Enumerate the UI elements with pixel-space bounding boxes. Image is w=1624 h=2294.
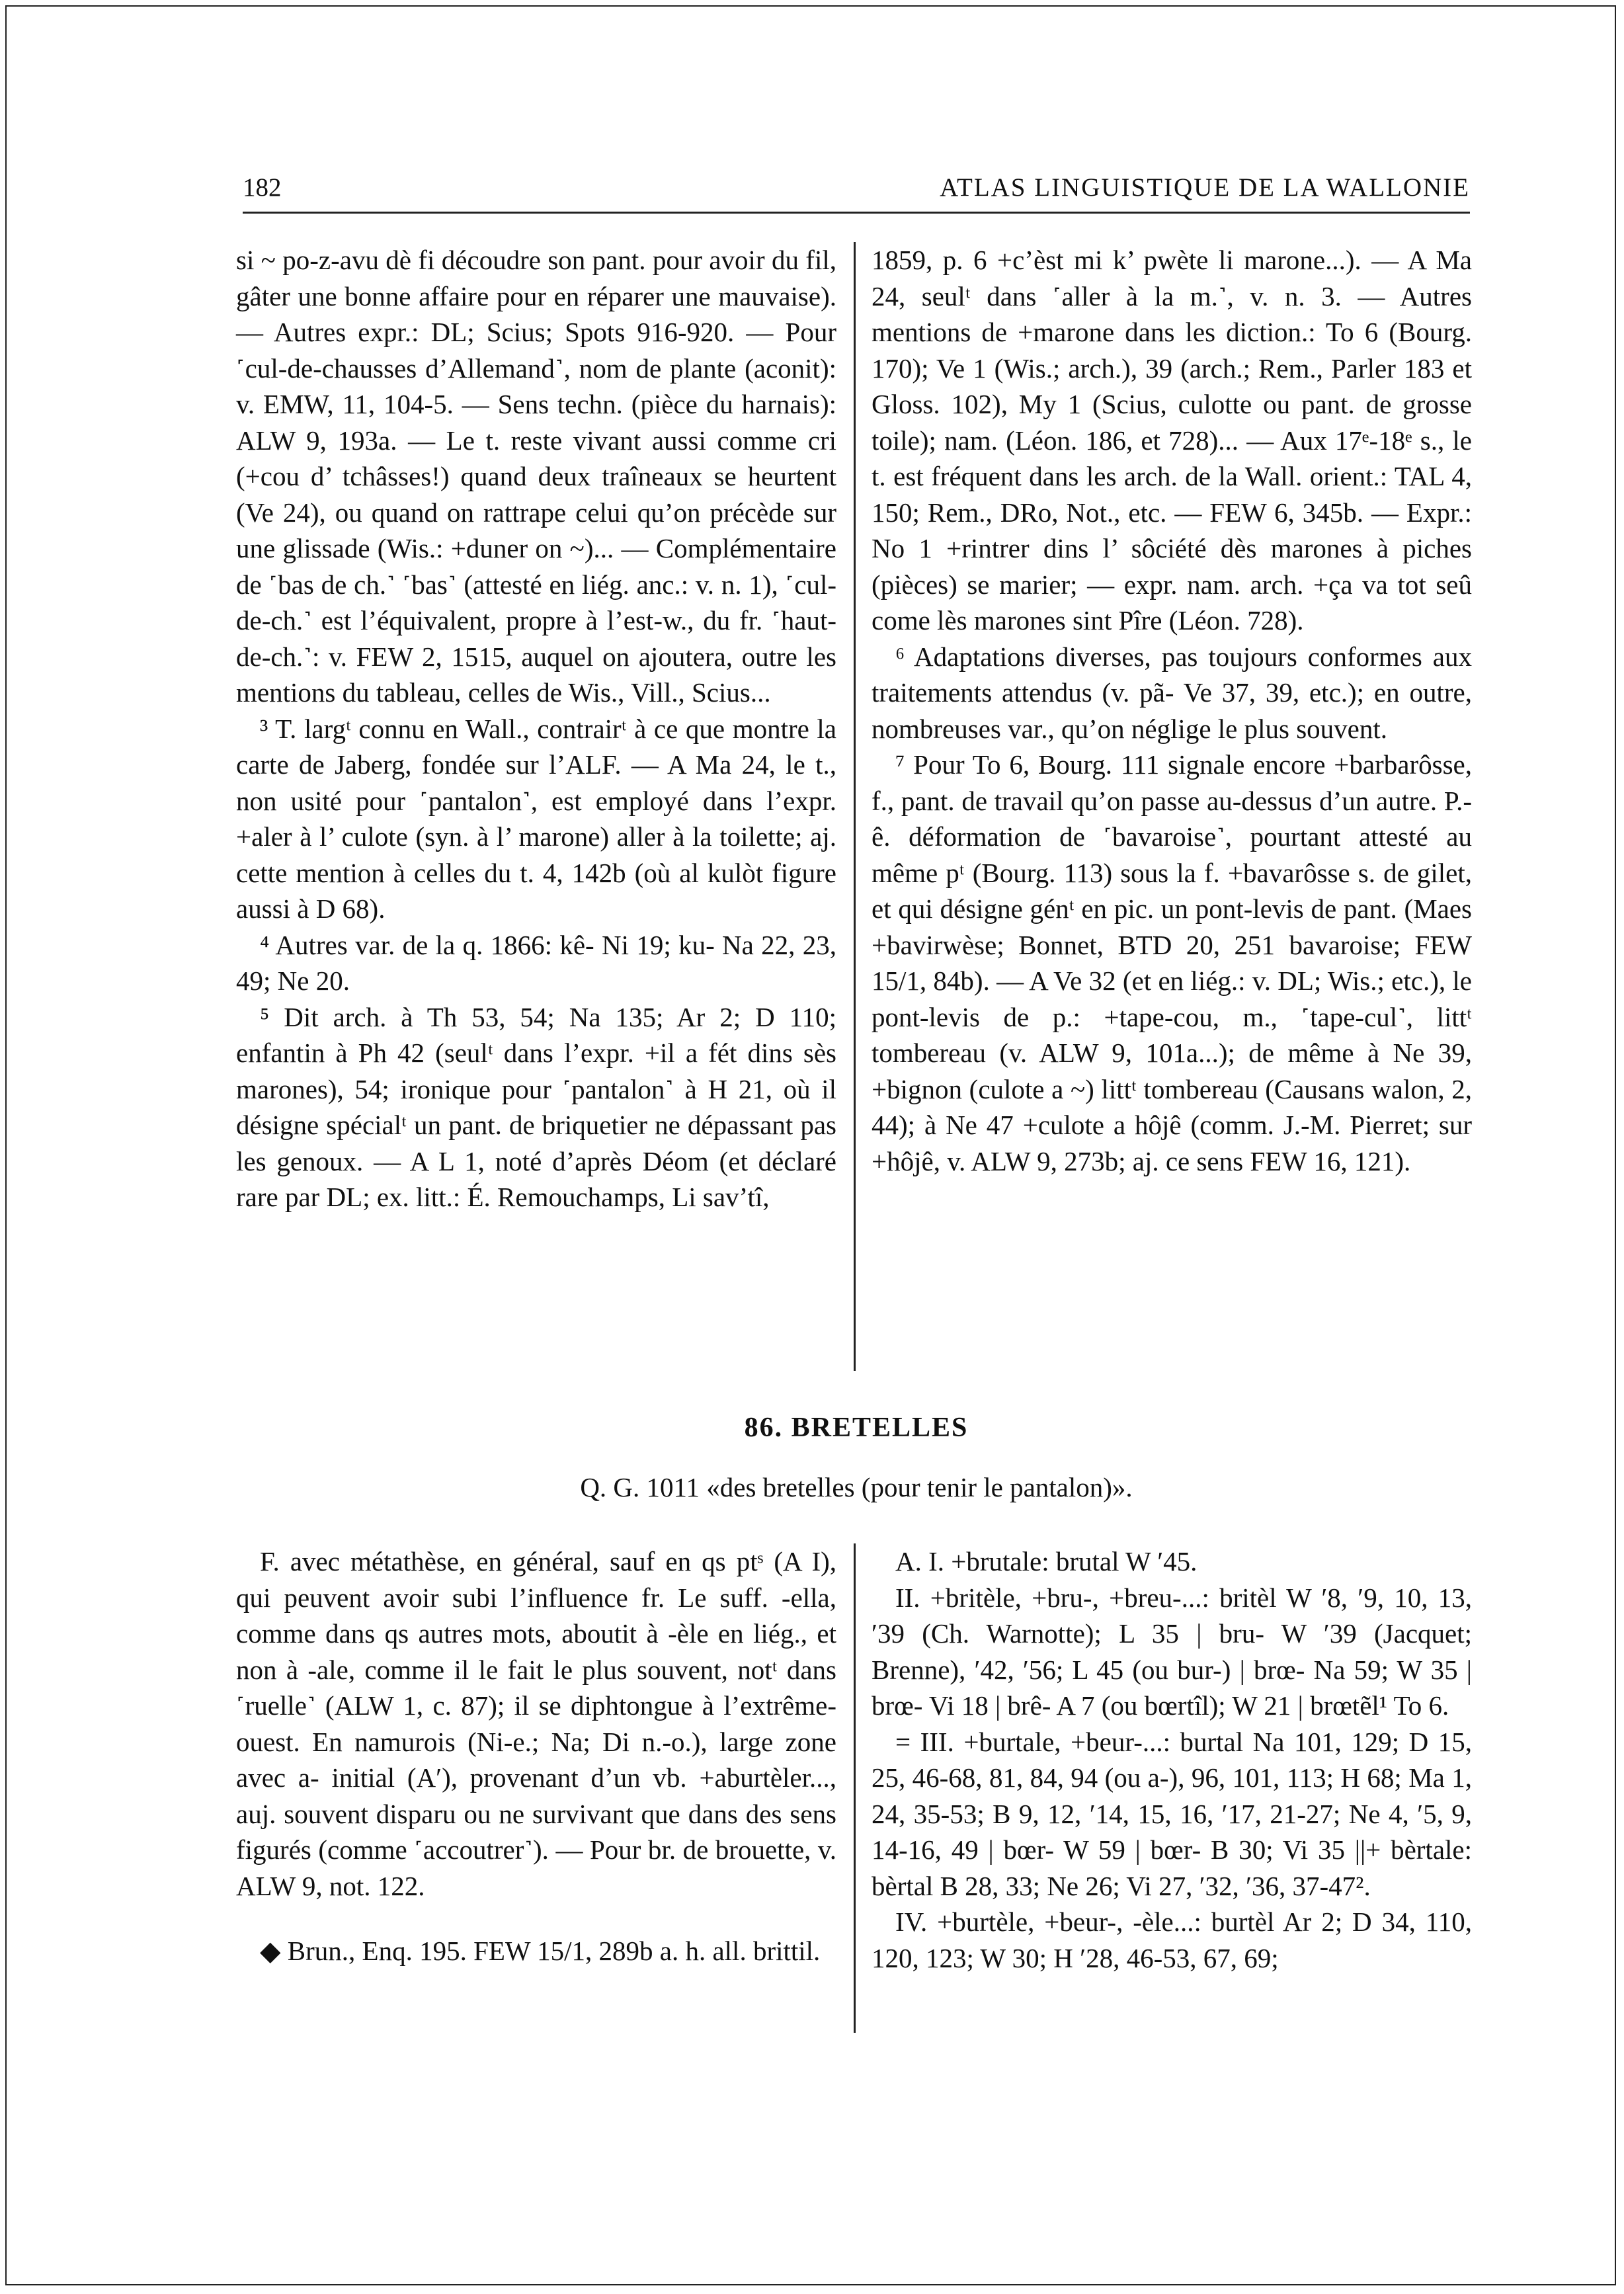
commentary-paragraph: F. avec métathèse, en général, sauf en qs ptˢ (A I), qui peuvent avoir subi l’influence fr. Le suff. -ella, comme dans qs autres mots, aboutit à -èle en liég., et non à -ale, comme il le fait le plus souvent, notᵗ dans ˹ruelle˺ (ALW 1, c. 87); il se diphtongue à l’extrême-ouest. En namurois (Ni-e.; Na; Di n.-o.), large zone avec a- initial (A′), provenant d’un vb. +aburtèler..., auj. souvent disparu ou ne survivant que dans des sens figurés (comme ˹accoutrer˺). — Pour br. de brouette, v. ALW 9, not. 122. xyxy=(236,1546,836,1901)
top-left-column xyxy=(236,242,836,1215)
running-head xyxy=(243,171,1470,205)
header-rule xyxy=(243,212,1470,214)
column-divider-bottom xyxy=(854,1543,856,2033)
footnote-5: ⁵ Dit arch. à Th 53, 54; Na 135; Ar 2; D 110; enfantin à Ph 42 (seulᵗ dans l’expr. +il a fét dins sès marones), 54; ironique pour ˹pantalon˺ à H 21, où il désigne spécialᵗ un pant. de briquetier ne dépassant pas les genoux. — A L 1, noté d’après Déom (et déclaré rare par DL; ex. litt.: É. Remouchamps, Li sav’tî, xyxy=(236,1001,836,1212)
section-title: 86. BRETELLES xyxy=(744,1413,969,1443)
continued-note-paragraph-right: 1859, p. 6 +c’èst mi k’ pwète li marone...). — A Ma 24, seulᵗ dans ˹aller à la m.˺, v. n. 3. — Autres mentions de +marone dans les diction.: To 6 (Bourg. 170); Ve 1 (Wis.; arch.), 39 (arch.; Rem., Parler 183 et Gloss. 102), My 1 (Scius, culotte ou pant. de grosse toile); nam. (Léon. 186, et 728)... — Aux 17ᵉ-18ᵉ s., le t. est fréquent dans les arch. de la Wall. orient.: TAL 4, 150; Rem., DRo, Not., etc. — FEW 6, 345b. — Expr.: No 1 +rintrer dins l’ sôciété dès marones à piches (pièces) se marier; — expr. nam. arch. +ça va tot seû come lès marones sint Pîre (Léon. 728). xyxy=(872,245,1472,635)
bottom-left-column xyxy=(236,1543,836,1969)
form-list-entry-1: A. I. +brutale: brutal W ′45. xyxy=(895,1546,1198,1577)
footnote-6: ⁶ Adaptations diverses, pas toujours conformes aux traitements attendus (v. pã- Ve 37, 39, etc.); en outre, nombreuses var., qu’on néglige le plus souvent. xyxy=(872,641,1472,744)
form-list-entry-4: IV. +burtèle, +beur-, -èle...: burtèl Ar 2; D 34, 110, 120, 123; W 30; H ′28, 46-53, 67, 69; xyxy=(872,1906,1472,1973)
footnote-4: ⁴ Autres var. de la q. 1866: kê- Ni 19; ku- Na 22, 23, 49; Ne 20. xyxy=(236,929,836,996)
running-title: ATLAS LINGUISTIQUE DE LA WALLONIE xyxy=(940,173,1470,202)
footnote-3: ³ T. largᵗ connu en Wall., contrairᵗ à ce que montre la carte de Jaberg, fondée sur l’ALF. — A Ma 24, le t., non usité pour ˹pantalon˺, est employé dans l’expr. +aler à l’ culote (syn. à l’ marone) aller à la toilette; aj. cette mention à celles du t. 4, 142b (où al kulòt figure aussi à D 68). xyxy=(236,713,836,924)
questionnaire-reference: Q. G. 1011 «des bretelles (pour tenir le pantalon)». xyxy=(580,1472,1133,1502)
footnote-7: ⁷ Pour To 6, Bourg. 111 signale encore +barbarôsse, f., pant. de travail qu’on passe au-dessus d’un autre. P.-ê. déformation de ˹bavaroise˺, pourtant attesté au même pᵗ (Bourg. 113) sous la f. +bavarôsse s. de gilet, et qui désigne génᵗ en pic. un pont-levis de pant. (Maes +bavirwèse; Bonnet, BTD 20, 251 bavaroise; FEW 15/1, 84b). — A Ve 32 (et en liég.: v. DL; Wis.; etc.), le pont-levis de p.: +tape-cou, m., ˹tape-cul˺, littᵗ tombereau (v. ALW 9, 101a...); de même à Ne 39, +bignon (culote a ~) littᵗ tombereau (Causans walon, 2, 44); à Ne 47 +culote a hôjê (comm. J.-M. Pierret; sur +hôjê, v. ALW 9, 273b; aj. ce sens FEW 16, 121). xyxy=(872,749,1472,1176)
column-divider-top xyxy=(854,242,856,1371)
page-number: 182 xyxy=(243,173,282,202)
bottom-right-column xyxy=(872,1543,1472,1976)
form-list-entry-3: = III. +burtale, +beur-...: burtal Na 101, 129; D 15, 25, 46-68, 81, 84, 94 (ou a-), 96, 101, 113; H 68; Ma 1, 24, 35-53; B 9, 12, ′14, 15, 16, ′17, 21-27; Ne 4, ′5, 9, 14-16, 49 | bœr- W 59 | bœr- B 30; Vi 35 ||+ bèrtale: bèrtal B 28, 33; Ne 26; Vi 27, ′32, ′36, 37-47². xyxy=(872,1726,1472,1901)
bibliography-paragraph: ◆ Brun., Enq. 195. FEW 15/1, 289b a. h. all. brittil. xyxy=(260,1936,821,1966)
form-list-entry-2: II. +britèle, +bru-, +breu-...: britèl W ′8, ′9, 10, 13, ′39 (Ch. Warnotte); L 35 | bru- W ′39 (Jacquet; Brenne), ′42, ′56; L 45 (ou bur-) | brœ- Na 59; W 35 | brœ- Vi 18 | brê- A 7 (ou bœrtîl); W 21 | brœtẽl¹ To 6. xyxy=(872,1582,1472,1721)
continued-note-paragraph: si ~ po-z-avu dè fi découdre son pant. pour avoir du fil, gâter une bonne affaire pour en réparer une mauvaise). — Autres expr.: DL; Scius; Spots 916-920. — Pour ˹cul-de-chausses d’Allemand˺, nom de plante (aconit): v. EMW, 11, 104-5. — Sens techn. (pièce du harnais): ALW 9, 193a. — Le t. reste vivant aussi comme cri (+cou d’ tchâsses!) quand deux traîneaux se heurtent (Ve 24), ou quand on rattrape celui qu’on précède sur une glissade (Wis.: +duner on ~)... — Complémentaire de ˹bas de ch.˺ ˹bas˺ (attesté en liég. anc.: v. n. 1), ˹cul-de-ch.˺ est l’équivalent, propre à l’est-w., du fr. ˹haut-de-ch.˺: v. FEW 2, 1515, auquel on ajoutera, outre les mentions du tableau, celles de Wis., Vill., Scius... xyxy=(236,245,836,708)
top-right-column xyxy=(872,242,1472,1179)
